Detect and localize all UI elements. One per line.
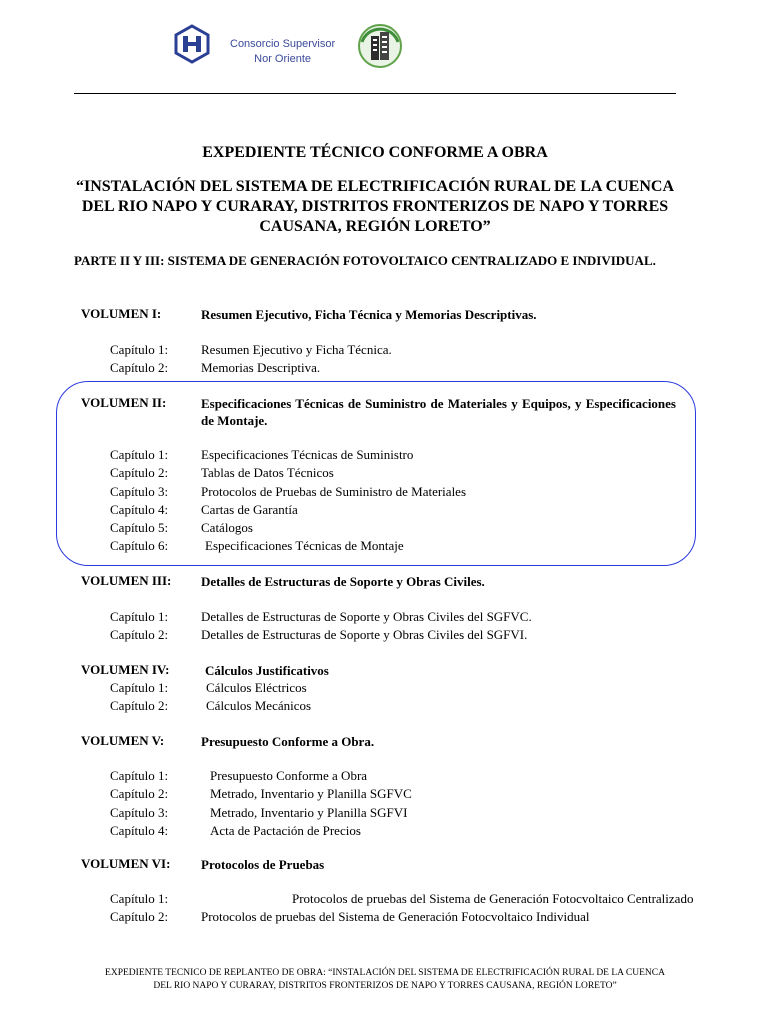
chapter-row — [110, 890, 694, 908]
chapter-label: Capítulo 1: — [110, 680, 169, 695]
chapter-title: Protocolos de Pruebas de Suministro de Materiales — [201, 483, 467, 499]
chapter-row — [110, 908, 621, 926]
chapter-title: Memorias Descriptiva. — [201, 360, 321, 376]
volume-title: Detalles de Estructuras de Soporte y Obras Civiles. — [201, 574, 485, 589]
chapter-title: Cartas de Garantía — [201, 501, 298, 517]
volume-label: VOLUMEN VI: — [81, 856, 171, 871]
chapter-label: Capítulo 2: — [110, 627, 169, 643]
chapter-label: Capítulo 1: — [110, 609, 169, 624]
chapter-title: Presupuesto Conforme a Obra — [210, 768, 368, 783]
parte-heading: PARTE II Y III: SISTEMA DE GENERACIÓN FOTOVOLTAICO CENTRALIZADO E INDIVIDUAL. — [74, 253, 656, 268]
chapter-title: Protocolos de pruebas del Sistema de Generación Fotocvoltaico Centralizado — [292, 891, 694, 906]
chapter-title: Detalles de Estructuras de Soporte y Obras Civiles del SGFVC. — [201, 609, 532, 624]
volume-label: VOLUMEN II: — [81, 395, 167, 410]
chapter-label: Capítulo 2: — [110, 909, 169, 925]
volume-title: Especificaciones Técnicas de Suministro de Materiales y Equipos, y Especificaciones de Montaje. — [201, 396, 676, 428]
chapter-label: Capítulo 5: — [110, 520, 169, 536]
chapter-title: Especificaciones Técnicas de Suministro — [201, 447, 414, 462]
volume-title: Cálculos Justificativos — [205, 663, 329, 678]
chapter-title: Resumen Ejecutivo y Ficha Técnica. — [201, 342, 392, 357]
company-name — [230, 37, 335, 67]
chapter-title: Catálogos — [201, 520, 253, 536]
chapter-label: Capítulo 3: — [110, 483, 169, 499]
chapter-label: Capítulo 2: — [110, 698, 169, 714]
chapter-label: Capítulo 1: — [110, 342, 169, 357]
chapter-title: Cálculos Eléctricos — [206, 680, 307, 695]
chapter-title: Metrado, Inventario y Planilla SGFVC — [210, 786, 412, 802]
header-rule — [74, 93, 676, 94]
chapter-title: Acta de Pactación de Precios — [210, 822, 361, 838]
chapter-label: Capítulo 1: — [110, 447, 169, 462]
volume-label: VOLUMEN I: — [81, 306, 162, 321]
page-footer: EXPEDIENTE TECNICO DE REPLANTEO DE OBRA: “INSTALACIÓN DEL SISTEMA DE ELECTRIFICACIÓN RURAL DE LA CUENCA DEL RIO NAPO Y CURARAY, DISTRITOS FRONTERIZOS DE NAPO Y TORRES CAUSANA, REGIÓN LORETO” — [105, 968, 665, 991]
chapter-label: Capítulo 4: — [110, 501, 169, 517]
company-line-2: Nor Oriente — [254, 53, 311, 65]
chapter-label: Capítulo 1: — [110, 891, 169, 906]
volume-title: Protocolos de Pruebas — [201, 857, 325, 872]
chapter-label: Capítulo 1: — [110, 768, 169, 783]
chapter-title: Tablas de Datos Técnicos — [201, 465, 334, 481]
chapter-label: Capítulo 3: — [110, 804, 169, 820]
company-line-1: Consorcio Supervisor — [230, 38, 336, 50]
document-title: EXPEDIENTE TÉCNICO CONFORME A OBRA — [202, 144, 548, 161]
chapter-label: Capítulo 2: — [110, 465, 169, 481]
volume-title: Presupuesto Conforme a Obra. — [201, 734, 375, 749]
chapter-title: Cálculos Mecánicos — [206, 698, 312, 714]
chapter-label: Capítulo 6: — [110, 538, 169, 554]
volume-label: VOLUMEN V: — [81, 733, 165, 748]
chapter-list — [110, 890, 694, 927]
volume-label: VOLUMEN IV: — [81, 662, 170, 677]
project-title: “INSTALACIÓN DEL SISTEMA DE ELECTRIFICACIÓN RURAL DE LA CUENCA DEL RIO NAPO Y CURARAY, DISTRITOS FRONTERIZOS DE NAPO Y TORRES CAUSANA, REGIÓN LORETO” — [75, 178, 675, 235]
chapter-title: Metrado, Inventario y Planilla SGFVI — [210, 804, 408, 820]
volume-label: VOLUMEN III: — [81, 573, 172, 588]
chapter-title: Especificaciones Técnicas de Montaje — [205, 538, 404, 554]
chapter-label: Capítulo 4: — [110, 822, 169, 838]
chapter-label: Capítulo 2: — [110, 786, 169, 802]
building-globe-logo-icon — [356, 22, 404, 70]
hexagon-logo-icon — [172, 24, 212, 64]
chapter-label: Capítulo 2: — [110, 360, 169, 376]
volume-title: Resumen Ejecutivo, Ficha Técnica y Memorias Descriptivas. — [201, 307, 537, 322]
chapter-title: Protocolos de pruebas del Sistema de Generación Fotocvoltaico Individual — [201, 909, 590, 925]
chapter-title: Detalles de Estructuras de Soporte y Obras Civiles del SGFVI. — [201, 627, 528, 643]
